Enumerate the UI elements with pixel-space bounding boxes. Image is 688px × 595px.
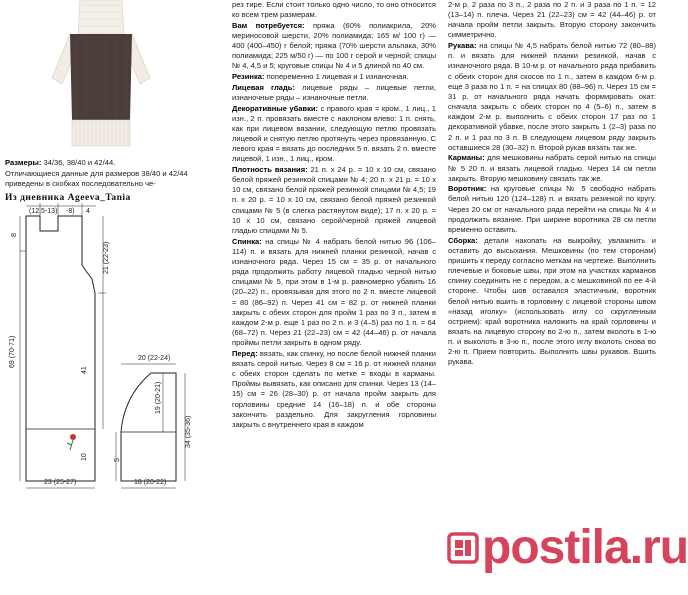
sleeve-outline — [121, 373, 176, 481]
decrease-label: Декоративные убавки: — [232, 103, 319, 113]
bottom-width: 23 (25-27) — [44, 479, 77, 486]
materials-label: Вам потребуется: — [232, 20, 305, 30]
stockinette-text: лицевые ряды – лицевые петли, изнаночные ряды – изнаночные петли. — [232, 82, 436, 102]
materials-section — [232, 21, 436, 72]
front-section — [232, 349, 436, 430]
sleeve-bottom: 18 (20-22) — [134, 479, 167, 486]
stockinette-section — [232, 83, 436, 103]
gauge-label: Плотность вязания: — [232, 165, 308, 174]
sleeve-width: 20 (22-24) — [138, 355, 171, 362]
rib-section — [232, 72, 436, 82]
rib-label: Резинка: — [232, 72, 265, 82]
front-label: Перед: — [232, 348, 258, 358]
body-outline — [26, 216, 95, 481]
decrease-text: с правого края = кром., 1 лиц., 1 изн., 2 п. провязать вместе с наклоном влево: 1 п. снять, как при лицевом вязании, следующую петлю провязать лицевой и снятую петлю протянуть через провязанную. С левого края = вязать до последних 5 п. вязать 2 п. вместе лицевой, 1 изн., 1 лиц., кром. — [232, 103, 436, 164]
stockinette-label: Лицевая гладь: — [232, 82, 295, 92]
back-section — [232, 237, 436, 349]
ribbing-dim: 10 — [81, 453, 88, 461]
pockets-label: Карманы: — [448, 153, 485, 163]
pockets-section — [448, 153, 656, 183]
postila-logo-icon — [446, 531, 480, 565]
back-text: на спицы № 4 набрать белой нитью 96 (106–114) п. и вязать для нижней планки резинкой, начав с изнаночного ряда. Через 15 см = 35 р. от начального ряда продолжить работу лицевой гладью черной нитью спицами № 5, при этом в 1-м р. равномерно убавить 16 (20–22) п., провязывая для этого по 2 п. вместе лицевой = 80 (86–92) п. Через 41 см = 82 р. от нижней планки закрыть с обеих сторон для пройм 1 раз по 3 п., затем в каждом 2-м р. еще 1 раз по 2 п. и 3 (4–5) раз по 1 п. = 64 (68–72) п. Через 21 (22–23) см = 42 (44–46) р. от начала проймы петли закрыть в одном ряду. — [232, 236, 436, 348]
intro-text: рез тире. Если стоит только одно число, то оно относится ко всем трем размерам. — [232, 0, 436, 20]
materials-text: пряжа (60% полиакрила, 20% мериносовой шерсти, 20% полиамида; 165 м/ 100 г) — 400 (400–450) г белой; пряжа (70% шерсти альпака, 30% полиамида; 225 м/50 г) — по 100 г серой и черной; спицы № 4, 4,5 и 5; круговые спицы № 4 и 5 длиной по 40 см. — [232, 20, 436, 71]
neck-width: (12,5-13) — [29, 208, 58, 215]
diary-credit: Из дневника Ageeva_Tania — [5, 193, 131, 203]
sizes-note: Отличающиеся данные для размеров 38/40 и 42/44 приведены в скобках последовательно че- — [5, 168, 188, 189]
top-side-dim: 4 — [86, 208, 90, 215]
collar-label: Воротник: — [448, 184, 487, 194]
sleeves-text: на спицы № 4,5 набрать белой нитью 72 (80–88) п. и вязать для нижней планки резинкой, начав с изнаночного ряда. В 10-м р. от начального ряда прибавить с обеих сторон для скосов по 1 п., затем в каждом 6-м р. еще 3 раза по 1 п. = на спицах 80 (88–96) п. Через 15 см = 31 р. от начального ряда начать формировать окат: сначала закрыть с обеих сторон по 4 (5–6) п., затем в каждом 2-м р. выполнить с обеих сторон 17 раз по 1 декоративной убавке, после этого закрыть 1 (2–3) раза по 2 п. и 1 раз по 3 п. В следующем лицевом ряду закрыть оставшиеся 28 (30–32) п. Второй рукав вязать так же. — [448, 41, 656, 152]
rib-text: попеременно 1 лицевая и 1 изнаночная. — [266, 72, 409, 82]
length-dim: 69 (70-71) — [9, 335, 16, 368]
sleeves-section — [448, 41, 656, 153]
garment-photo — [46, 0, 156, 150]
collar-text: на круговые спицы № 5 свободно набрать белой нитью 120 (124–128) п. и вязать резинкой по кругу. Через 20 см от начального ряда перейти на спицы № 4 и продолжить вязание. При ширине воротника 28 см петли временно оставить. — [448, 184, 656, 234]
sizes-values: 34/36, 38/40 и 42/44. — [43, 158, 116, 167]
shoulder-width: -8) — [66, 208, 75, 215]
decrease-section — [232, 104, 436, 165]
pockets-text: для мешковины набрать серой нитью на спицы № 5 20 п. и вязать лицевой гладью. Через 14 см петли закрыть. Вторую мешковину связать так же. — [448, 153, 656, 183]
collar-section — [448, 184, 656, 235]
sleeves-label: Рукава: — [448, 41, 477, 51]
assembly-label: Сборка: — [448, 235, 478, 245]
sleeve-cuff: 5 — [114, 458, 121, 462]
front-text: вязать, как спинку, но после белой нижней планки вязать серой нитью. Через 8 см = 16 р. от нижней планки с обеих сторон сделать по метке = входы в карманы. Проймы вывязать, как описано для спинки. Через 13 (14–15) см = 26 (28–30) р. от начала пройм закрыть для горловины средние 14 (16–18) п. и обе стороны закончить раздельно. Для закругления горловины закрыть с внутреннего края в каждом — [232, 348, 436, 429]
watermark-text: postila.ru — [482, 521, 688, 574]
neck-depth: 8 — [11, 233, 18, 237]
sizes-label: Размеры: — [5, 158, 42, 167]
instructions-column-1 — [232, 0, 436, 431]
gauge-section — [232, 165, 436, 236]
instructions-column-2 — [448, 0, 656, 368]
rose-icon — [67, 434, 76, 450]
armhole-dim: 21 (22-23) — [103, 241, 110, 274]
pattern-schematic — [0, 200, 230, 495]
sleeve-length: 34 (35-36) — [185, 415, 192, 448]
sizes-block — [5, 158, 227, 190]
gauge-text: 21 п. x 24 р. = 10 x 10 см, связано белой пряжей резинкой спицами № 4; 20 п. x 21 р. = 10 x 10 см, связано белой пряжей резинкой спицами № 4,5; 19 п. x 20 р. = 10 x 10 см, связано белой пряжей резинкой спицами № 5 (в слегка растянутом виде); 17 п. x 20 р. = 10 x 10 см, связано серой/черной пряжей лицевой гладью спицами № 5. — [232, 165, 436, 235]
assembly-text: детали накопать на выкройку, увлажнить и оставить до высыхания. Мешковины (по тем сторонам) пришить к переду согласно меткам на чертеже. Выполнить плечевые и боковые швы, при этом на участках карманов спинку соединить не с передом, а с мешковиной по ее 4-й стороне. Чтобы шов оставался эластичным, воротник белой нитью вшить в горловину с лицевой стороны швом «назад иголку» (использовать иглу со скругленным острием): край воротника наложить на край горловины и вязать на лицевую сторону во 2-ю п., затем вколоть в 1-ю п. и выколоть в 3-ю п., после этого иглу вколоть снова во 2-ю п. Прием повторить. Выполнить швы рукавов. Вшить рукава. — [448, 235, 656, 367]
sleeve-height: 19 (20-21) — [155, 381, 162, 414]
assembly-section — [448, 236, 656, 368]
back-label: Спинка: — [232, 236, 262, 246]
postila-watermark — [446, 521, 688, 574]
front-continued: 2-м р. 2 раза по 3 п., 2 раза по 2 п. и 3 раза по 1 п. = 12 (13–14) п. плеча. Через 21 (22–23) см = 42 (44–46) р. от начала пройм петли закрыть. Вторую сторону закончить симметрично. — [448, 0, 656, 40]
side-dim: 41 — [81, 366, 88, 374]
